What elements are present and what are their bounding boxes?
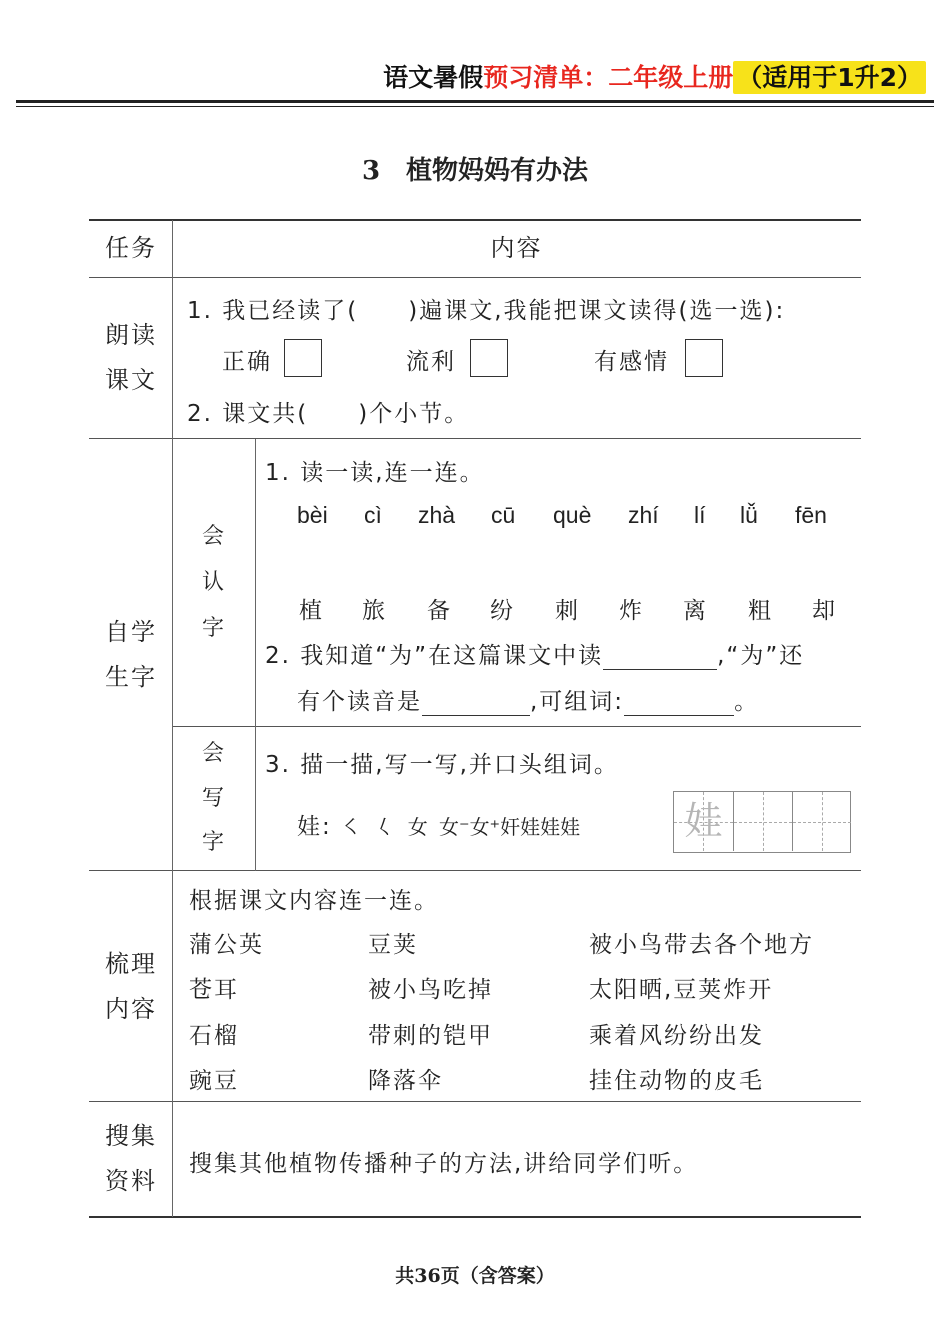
hanzi-item[interactable]: 植 (299, 598, 322, 624)
answer-blank-word[interactable] (624, 689, 734, 716)
writing-cell[interactable] (733, 792, 792, 851)
task-label-selfstudy-1: 自学 (105, 618, 157, 646)
recognize-question-2-cont (297, 683, 759, 716)
row-divider (172, 726, 861, 727)
q2-text-e: 。 (734, 689, 760, 715)
task-label-collect-2: 资料 (105, 1167, 157, 1195)
header-title: 预习清单：二年级上册 (483, 63, 734, 92)
stroke-step: 娃 (560, 815, 581, 839)
pinyin-item[interactable]: què (553, 502, 592, 528)
sublabel-write-2: 写 (201, 786, 224, 811)
match-col2-item[interactable]: 被小鸟吃掉 (368, 977, 493, 1003)
page-header (383, 58, 926, 94)
organize-instruction: 根据课文内容连一连。 (189, 888, 439, 914)
task-label-organize-1: 梳理 (105, 950, 157, 978)
stroke-step: 女⁻ (439, 815, 470, 839)
table-top-border (89, 219, 861, 221)
sublabel-recognize-2: 认 (201, 570, 224, 595)
stroke-prefix: 娃: (297, 814, 332, 840)
column-header-task: 任务 (105, 234, 157, 262)
column-divider (172, 220, 173, 1217)
match-col3-item[interactable]: 挂住动物的皮毛 (589, 1068, 764, 1094)
hanzi-item[interactable]: 粗 (748, 598, 771, 624)
hanzi-item[interactable]: 纷 (490, 598, 513, 624)
header-highlight: （适用于1升2） (733, 61, 926, 94)
hanzi-item[interactable]: 离 (683, 598, 706, 624)
hanzi-item[interactable]: 却 (812, 598, 835, 624)
match-col2-item[interactable]: 豆荚 (368, 932, 418, 958)
q2-text-b: ,“为”还 (717, 643, 805, 669)
writing-cell[interactable] (792, 792, 851, 851)
header-rule-thin (16, 106, 934, 107)
q2-text-c: 有个读音是 (297, 689, 422, 715)
stroke-step: 娃 (540, 815, 561, 839)
write-question-3: 3. 描一描,写一写,并口头组词。 (265, 752, 619, 778)
match-col1-item[interactable]: 石榴 (189, 1023, 239, 1049)
lesson-title: 3 植物妈妈有办法 (361, 156, 589, 186)
row-divider (89, 438, 861, 439)
row-divider (89, 870, 861, 871)
option-checkbox-expressive[interactable] (685, 339, 723, 377)
stroke-order-sequence (297, 808, 580, 841)
match-col2-item[interactable]: 带刺的铠甲 (368, 1023, 493, 1049)
match-col2-item[interactable]: 降落伞 (368, 1068, 443, 1094)
q2-text-a: 2. 我知道“为”在这篇课文中读 (265, 643, 604, 669)
recognize-question-2 (265, 637, 804, 670)
option-checkbox-correct[interactable] (284, 339, 322, 377)
option-label-fluent: 流利 (406, 349, 456, 375)
option-label-correct: 正确 (222, 349, 272, 375)
stroke-step: ㇛ (341, 815, 366, 839)
pinyin-item[interactable]: zhà (418, 502, 456, 528)
collect-instruction: 搜集其他植物传播种子的方法,讲给同学们听。 (189, 1151, 699, 1177)
row-divider (89, 1101, 861, 1102)
q2-text-d: ,可组词: (530, 689, 625, 715)
hanzi-item[interactable]: 炸 (619, 598, 642, 624)
match-col1-item[interactable]: 苍耳 (189, 977, 239, 1003)
pinyin-item[interactable]: lí (694, 502, 706, 528)
sublabel-write-1: 会 (201, 741, 224, 766)
sublabel-write-3: 字 (201, 830, 224, 855)
stroke-step: 女 (407, 815, 430, 839)
pinyin-item[interactable]: cì (364, 502, 382, 528)
pinyin-item[interactable]: cū (491, 502, 516, 528)
task-label-selfstudy-2: 生字 (105, 663, 157, 691)
stroke-step: 𡿨 (374, 815, 399, 839)
stroke-step: 女⁺ (469, 815, 501, 839)
answer-blank-other-reading[interactable] (422, 689, 530, 716)
match-col3-item[interactable]: 太阳晒,豆荚炸开 (589, 977, 774, 1003)
match-col3-item[interactable]: 乘着风纷纷出发 (589, 1023, 764, 1049)
writing-grid (673, 791, 851, 853)
answer-blank-reading[interactable] (603, 643, 717, 670)
pinyin-item[interactable]: fēn (795, 502, 827, 528)
hanzi-item[interactable]: 备 (427, 598, 450, 624)
sub-column-divider (255, 439, 256, 871)
trace-character: 娃 (684, 799, 723, 843)
stroke-step: 奸 (500, 815, 521, 839)
pinyin-item[interactable]: lǚ (740, 502, 758, 528)
stroke-step: 娃 (520, 815, 541, 839)
task-label-reading-1: 朗读 (105, 321, 157, 349)
recognize-question-1: 1. 读一读,连一连。 (265, 460, 485, 486)
task-label-reading-2: 课文 (105, 366, 157, 394)
pinyin-item[interactable]: zhí (628, 502, 659, 528)
sublabel-recognize-1: 会 (201, 524, 224, 549)
sublabel-recognize-3: 字 (201, 616, 224, 641)
page-footer: 共36页（含答案） (395, 1265, 555, 1287)
match-col3-item[interactable]: 被小鸟带去各个地方 (589, 932, 814, 958)
table-bottom-border (89, 1216, 861, 1218)
option-checkbox-fluent[interactable] (470, 339, 508, 377)
match-col1-item[interactable]: 蒲公英 (189, 932, 264, 958)
column-header-content: 内容 (490, 234, 543, 262)
hanzi-item[interactable]: 旅 (362, 598, 385, 624)
writing-cell-trace[interactable] (674, 792, 733, 851)
option-label-expressive: 有感情 (594, 349, 669, 375)
task-label-organize-2: 内容 (105, 995, 157, 1023)
task-label-collect-1: 搜集 (105, 1122, 157, 1150)
pinyin-item[interactable]: bèi (297, 502, 328, 528)
reading-question-1: 1. 我已经读了( )遍课文,我能把课文读得(选一选): (187, 298, 786, 324)
header-rule-thick (16, 100, 934, 103)
row-divider (89, 277, 861, 278)
reading-question-2: 2. 课文共( )个小节。 (187, 401, 470, 427)
header-prefix: 语文暑假 (383, 63, 484, 92)
hanzi-item[interactable]: 刺 (555, 598, 578, 624)
match-col1-item[interactable]: 豌豆 (189, 1068, 239, 1094)
